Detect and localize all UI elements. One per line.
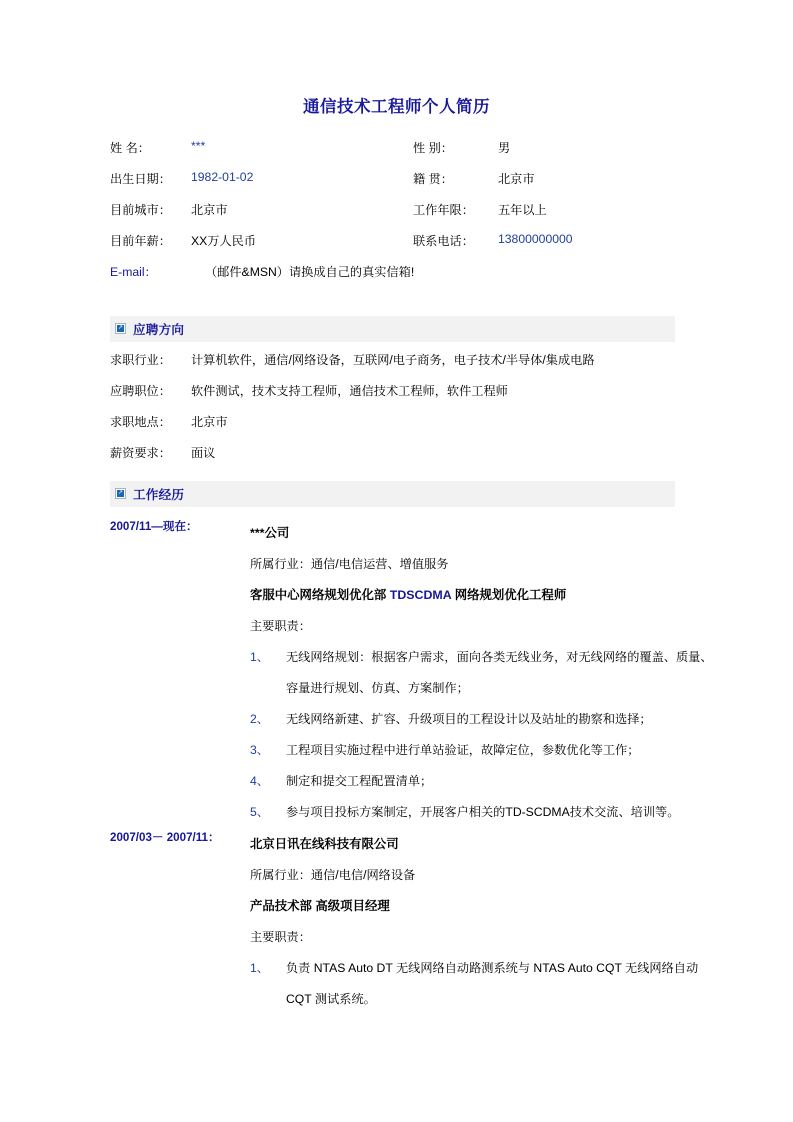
job-date: 2007/03－ 2007/11：: [110, 830, 220, 844]
hometown-label: 籍 贯：: [413, 171, 453, 186]
job-position-prefix: 产品技术部 高级项目经理: [250, 898, 390, 913]
desired-industry-value: 计算机软件，通信/网络设备，互联网/电子商务，电子技术/半导体/集成电路: [191, 352, 595, 367]
work-experience-entry: [110, 518, 713, 828]
job-direction-row: [110, 351, 683, 382]
desired-position-value: 软件测试，技术支持工程师，通信技术工程师，软件工程师: [191, 383, 508, 398]
duties-heading: 主要职责：: [250, 929, 311, 944]
desired-location-value: 北京市: [191, 414, 228, 429]
work-years-value: 五年以上: [498, 202, 547, 217]
desired-position-label: 应聘职位：: [110, 383, 171, 398]
email-row: [110, 263, 683, 294]
list-item: [250, 797, 793, 828]
list-item-number: 2、: [250, 711, 269, 726]
job-direction-row: [110, 444, 683, 475]
page-title: 通信技术工程师个人简历: [303, 98, 490, 116]
list-item-text: 无线网络规划：根据客户需求，面向各类无线业务，对无线网络的覆盖、质量、容量进行规划、仿真、方案制作；: [286, 649, 713, 695]
list-item-text: 参与项目投标方案制定，开展客户相关的TD-SCDMA技术交流、培训等。: [286, 804, 680, 819]
external-link-icon: ↗: [115, 488, 126, 499]
info-row: [110, 201, 683, 232]
info-row: [110, 232, 683, 263]
list-item-number: 5、: [250, 804, 269, 819]
phone-label: 联系电话：: [413, 233, 474, 248]
info-row: [110, 170, 683, 201]
job-position: [250, 580, 683, 611]
current-city-value: 北京市: [191, 202, 228, 217]
job-position-highlight: TDSCDMA: [389, 587, 452, 602]
list-item-number: 1、: [250, 960, 269, 975]
list-item-number: 4、: [250, 773, 269, 788]
job-industry: 所属行业：通信/电信/网络设备: [250, 867, 416, 882]
list-item: [250, 642, 718, 704]
list-item-number: 3、: [250, 742, 269, 757]
hometown-value: 北京市: [498, 171, 535, 186]
section-header-job-direction: [110, 316, 675, 342]
email-label: E-mail：: [110, 264, 157, 279]
gender-label: 性 别：: [413, 140, 453, 155]
info-row: [110, 139, 683, 170]
list-item-text: 工程项目实施过程中进行单站验证，故障定位，参数优化等工作；: [286, 742, 640, 757]
job-company: 北京日讯在线科技有限公司: [250, 836, 399, 851]
external-link-icon: ↗: [115, 323, 126, 334]
list-item-number: 1、: [250, 649, 269, 664]
duties-list: [250, 953, 699, 1015]
resume-content: [110, 0, 713, 1015]
job-direction-row: [110, 413, 683, 444]
duties-list: [250, 642, 713, 828]
personal-info-block: [110, 139, 683, 294]
list-item: [250, 704, 793, 735]
job-position-suffix: 网络规划优化工程师: [451, 587, 567, 602]
job-position-prefix: 客服中心网络规划优化部: [250, 587, 390, 602]
job-date: 2007/11—现在：: [110, 519, 198, 533]
job-position: [250, 891, 683, 922]
email-value: （邮件&MSN）请换成自己的真实信箱!: [205, 264, 415, 279]
name-value: ***: [191, 138, 206, 153]
job-company: ***公司: [250, 525, 290, 540]
list-item: [250, 953, 718, 1015]
desired-location-label: 求职地点：: [110, 414, 171, 429]
list-item-text: 制定和提交工程配置清单；: [286, 773, 433, 788]
duties-heading: 主要职责：: [250, 618, 311, 633]
current-city-label: 目前城市：: [110, 202, 171, 217]
work-years-label: 工作年限：: [413, 202, 474, 217]
section-title: 应聘方向: [133, 323, 185, 337]
work-experience-entry: [110, 829, 699, 1015]
current-salary-value: XX万人民币: [191, 233, 257, 248]
section-title: 工作经历: [133, 488, 185, 502]
desired-salary-value: 面议: [191, 445, 216, 460]
name-label: 姓 名：: [110, 140, 150, 155]
section-header-work-experience: [110, 481, 675, 507]
list-item-text: 负责 NTAS Auto DT 无线网络自动路测系统与 NTAS Auto CQT 无线网络自动 CQT 测试系统。: [286, 960, 699, 1006]
phone-value: 13800000000: [498, 231, 573, 246]
gender-value: 男: [498, 140, 511, 155]
current-salary-label: 目前年薪：: [110, 233, 171, 248]
desired-salary-label: 薪资要求：: [110, 445, 171, 460]
desired-industry-label: 求职行业：: [110, 352, 171, 367]
list-item: [250, 766, 793, 797]
list-item-text: 无线网络新建、扩容、升级项目的工程设计以及站址的勘察和选择；: [286, 711, 652, 726]
job-direction-row: [110, 382, 683, 413]
list-item: [250, 735, 793, 766]
birthdate-label: 出生日期：: [110, 171, 171, 186]
job-industry: 所属行业：通信/电信运营、增值服务: [250, 556, 449, 571]
birthdate-value: 1982-01-02: [191, 169, 254, 184]
